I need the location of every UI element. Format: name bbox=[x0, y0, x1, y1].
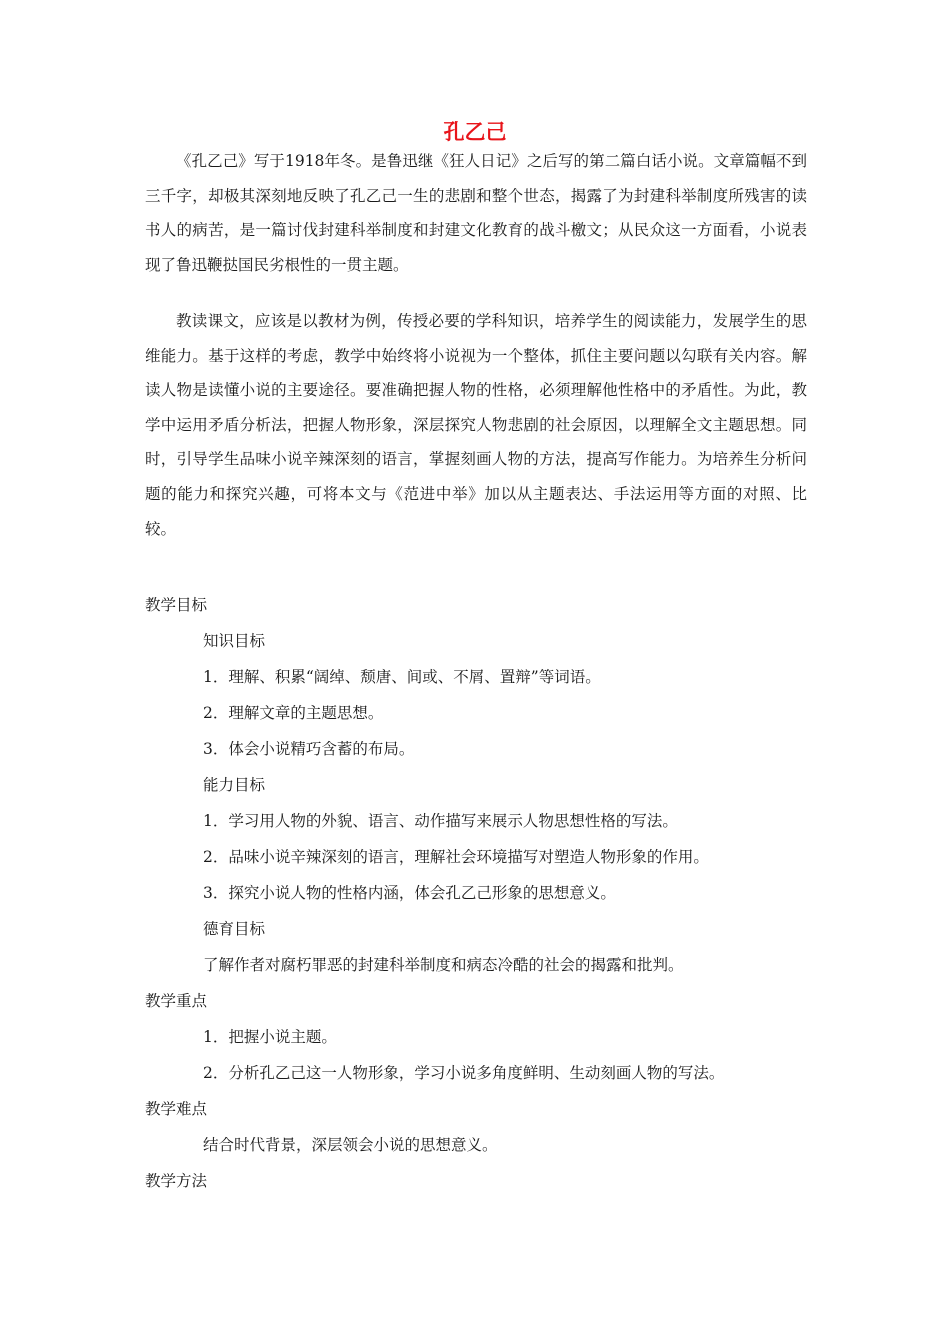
ability-goal-item: 3．探究小说人物的性格内涵，体会孔乙己形象的思想意义。 bbox=[203, 884, 616, 902]
document-title: 孔乙己 bbox=[443, 120, 507, 144]
knowledge-goals-heading: 知识目标 bbox=[203, 632, 266, 650]
knowledge-goal-item: 1．理解、积累“阔绰、颓唐、间或、不屑、置辩”等词语。 bbox=[203, 668, 601, 686]
method-heading: 教学方法 bbox=[145, 1172, 208, 1190]
key-points-heading: 教学重点 bbox=[145, 992, 208, 1010]
goals-heading: 教学目标 bbox=[145, 596, 208, 614]
moral-goal-text: 了解作者对腐朽罪恶的封建科举制度和病态冷酷的社会的揭露和批判。 bbox=[203, 956, 684, 974]
ability-goal-item: 2．品味小说辛辣深刻的语言，理解社会环境描写对塑造人物形象的作用。 bbox=[203, 848, 709, 866]
ability-goals-heading: 能力目标 bbox=[203, 776, 266, 794]
key-point-item: 2．分析孔乙己这一人物形象，学习小说多角度鲜明、生动刻画人物的写法。 bbox=[203, 1064, 725, 1082]
intro-paragraph: 《孔乙己》写于1918年冬。是鲁迅继《狂人日记》之后写的第二篇白话小说。文章篇幅不到三千字，却极其深刻地反映了孔乙己一生的悲剧和整个世态，揭露了为封建科举制度所残害的读书人的病苦，是一篇讨伐封建科举制度和封建文化教育的战斗檄文；从民众这一方面看，小说表现了鲁迅鞭挞国民劣根性的一贯主题。 bbox=[145, 152, 807, 274]
ability-goal-item: 1．学习用人物的外貌、语言、动作描写来展示人物思想性格的写法。 bbox=[203, 812, 678, 830]
difficulty-text: 结合时代背景，深层领会小说的思想意义。 bbox=[203, 1136, 498, 1154]
knowledge-goal-item: 3．体会小说精巧含蓄的布局。 bbox=[203, 740, 415, 758]
knowledge-goal-item: 2．理解文章的主题思想。 bbox=[203, 704, 384, 722]
teaching-approach-paragraph: 教读课文，应该是以教材为例，传授必要的学科知识，培养学生的阅读能力，发展学生的思维能力。基于这样的考虑，教学中始终将小说视为一个整体，抓住主要问题以勾联有关内容。解读人物是读懂小说的主要途径。要准确把握人物的性格，必须理解他性格中的矛盾性。为此，教学中运用矛盾分析法，把握人物形象，深层探究人物悲剧的社会原因，以理解全文主题思想。同时，引导学生品味小说辛辣深刻的语言，掌握刻画人物的方法，提高写作能力。为培养生分析问题的能力和探究兴趣，可将本文与《范进中举》加以从主题表达、手法运用等方面的对照、比较。 bbox=[145, 312, 807, 538]
key-point-item: 1．把握小说主题。 bbox=[203, 1028, 337, 1046]
moral-goals-heading: 德育目标 bbox=[203, 920, 266, 938]
difficulty-heading: 教学难点 bbox=[145, 1100, 208, 1118]
